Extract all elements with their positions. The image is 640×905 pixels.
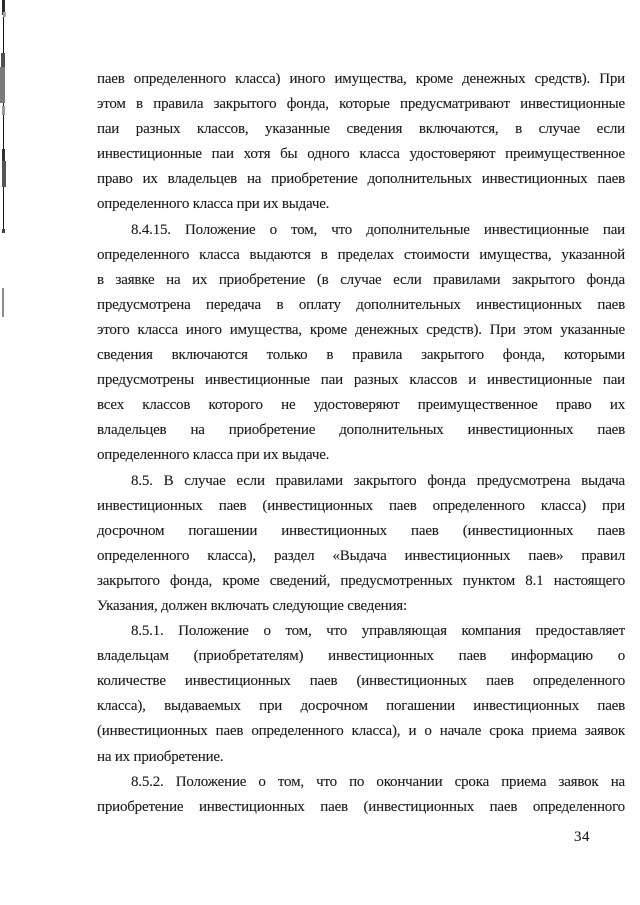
text-line: на их приобретение.: [97, 748, 224, 765]
text-line: инвестиционные паи хотя бы одного класса удостоверяют преимущественное: [97, 146, 625, 163]
scan-artifact-end-dot: [2, 229, 5, 233]
text-line: этом в правила закрытого фонда, которые предусматривают инвестиционные: [97, 96, 625, 113]
text-line: паи разных классов, указанные сведения включаются, в случае если: [97, 121, 625, 138]
document-body: [97, 67, 625, 820]
scan-artifact-lower-bar: [2, 288, 5, 317]
scan-artifact-dark-segment-a: [2, 149, 5, 161]
paragraph-5: [97, 770, 625, 820]
scan-artifact-top-hook: [3, 12, 6, 17]
text-line: этого класса иного имущества, кроме денежных средств). При этом указанные: [97, 321, 625, 338]
text-line: право их владельцев на приобретение дополнительных инвестиционных паев: [97, 171, 625, 188]
text-line: класса), выдаваемых при досрочном погашении инвестиционных паев: [97, 698, 625, 715]
paragraph-4: [97, 619, 625, 770]
text-line: определенного класса), раздел «Выдача инвестиционных паев» правил: [97, 547, 625, 564]
scan-artifact-dark-segment-b: [2, 161, 6, 187]
text-line: паев определенного класса) иного имущества, кроме денежных средств). При: [97, 71, 625, 87]
paragraph-2: [97, 218, 625, 469]
text-line: сведения включаются только в правила закрытого фонда, которыми: [97, 347, 625, 364]
paragraph-1: [97, 67, 625, 218]
text-line: инвестиционных паев (инвестиционных паев определенного класса) при: [97, 497, 625, 514]
text-line: всех классов которого не удостоверяют преимущественное право их: [97, 397, 625, 414]
text-line: владельцев на приобретение дополнительных инвестиционных паев: [97, 422, 625, 439]
text-line: приобретение инвестиционных паев (инвестиционных паев определенного: [97, 798, 625, 815]
text-line: закрытого фонда, кроме сведений, предусмотренных пунктом 8.1 настоящего: [97, 572, 625, 589]
text-line: 8.4.15. Положение о том, что дополнительные инвестиционные паи: [131, 221, 625, 238]
text-line: количестве инвестиционных паев (инвестиционных паев определенного: [97, 673, 625, 690]
text-line: в заявке на их приобретение (в случае если правилами закрытого фонда: [97, 271, 625, 288]
text-line: 8.5.1. Положение о том, что управляющая компания предоставляет: [131, 623, 625, 640]
scan-artifact-gray-small: [2, 106, 5, 115]
text-line: 8.5. В случае если правилами закрытого фонда предусмотрена выдача: [131, 472, 625, 489]
text-line: предусмотрены инвестиционные паи разных классов и инвестиционные паи: [97, 372, 625, 389]
text-line: Указания, должен включать следующие сведения:: [97, 597, 407, 614]
paragraph-3: [97, 469, 625, 620]
scan-artifact-left-line: [3, 0, 4, 231]
scan-artifact-gray-bar-b: [0, 67, 5, 103]
scan-artifact-gray-bar-a: [1, 53, 5, 68]
page-number: 34: [574, 829, 590, 845]
text-line: 8.5.2. Положение о том, что по окончании срока приема заявок на: [131, 773, 625, 790]
text-line: владельцам (приобретателям) инвестиционных паев информацию о: [97, 648, 625, 665]
text-line: предусмотрена передача в оплату дополнительных инвестиционных паев: [97, 296, 625, 313]
text-line: определенного класса при их выдаче.: [97, 196, 330, 213]
text-line: определенного класса выдаются в пределах стоимости имущества, указанной: [97, 246, 625, 263]
text-line: определенного класса при их выдаче.: [97, 447, 330, 464]
text-line: досрочном погашении инвестиционных паев (инвестиционных паев: [97, 522, 625, 539]
text-line: (инвестиционных паев определенного класса), и о начале срока приема заявок: [97, 723, 625, 740]
